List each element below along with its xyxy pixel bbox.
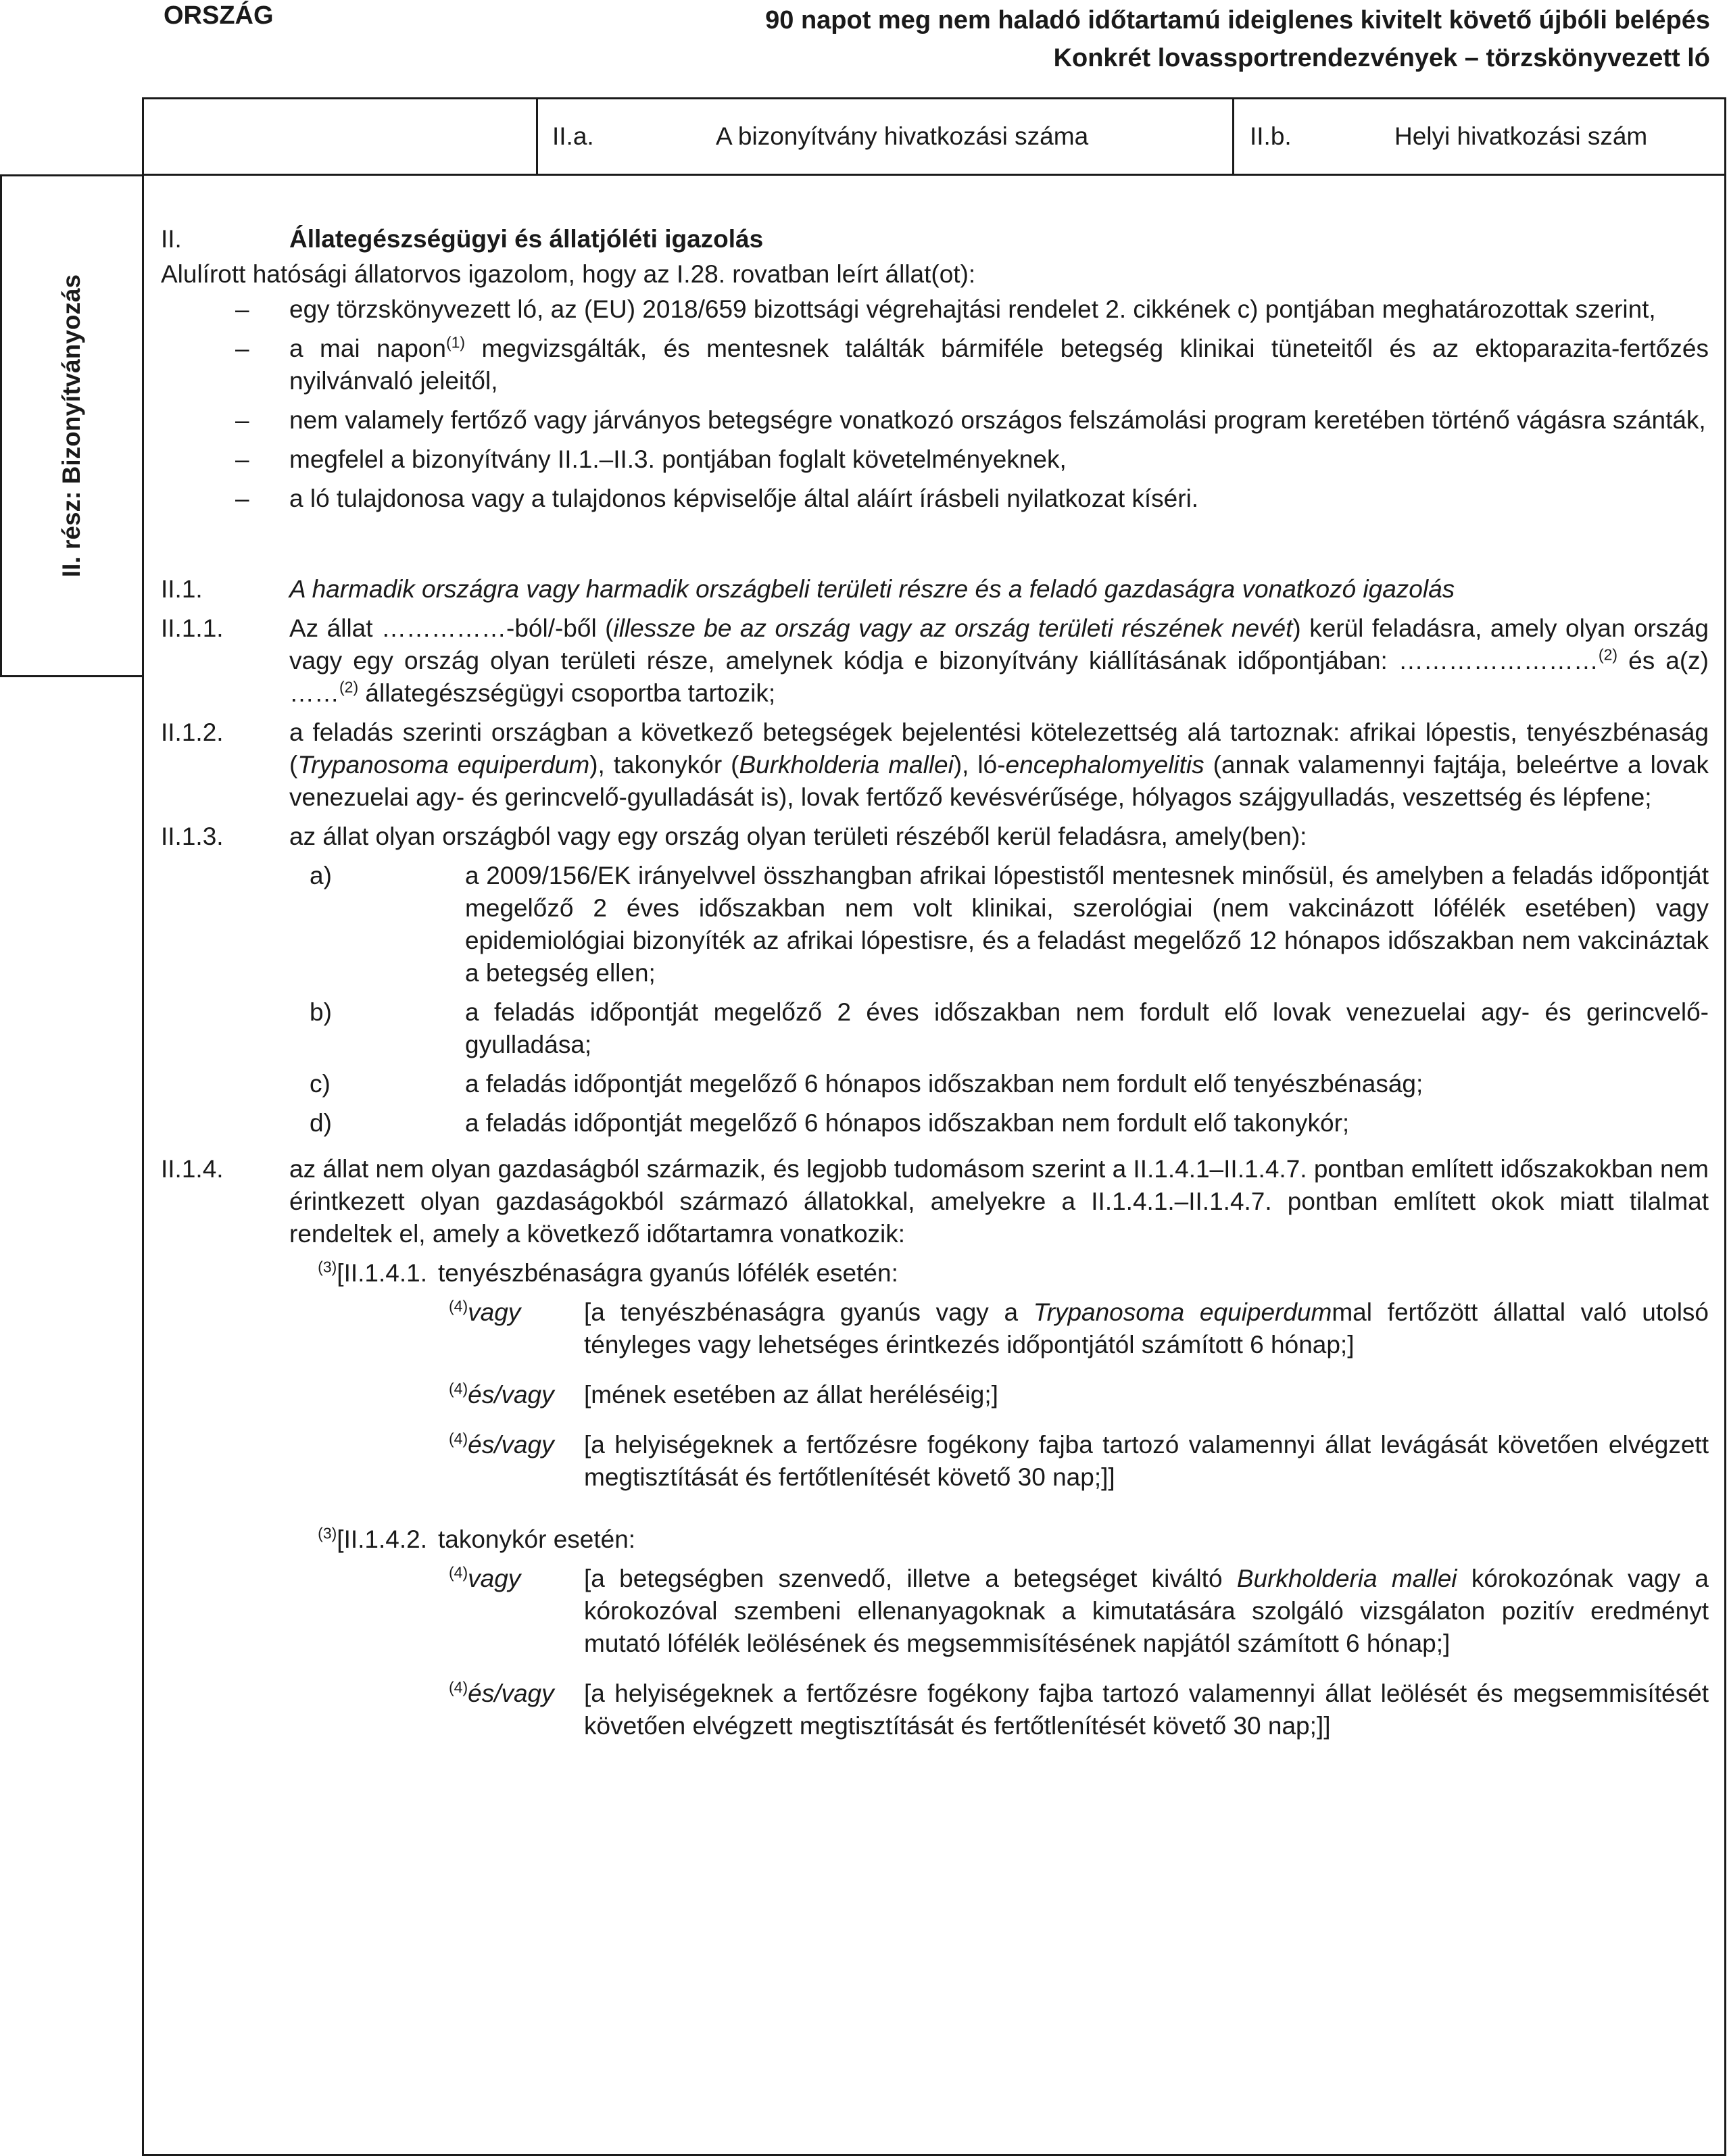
section-title: Állategészségügyi és állatjóléti igazolás xyxy=(289,225,764,253)
clause-ii14: II.1.4. az állat nem olyan gazdaságból származik, és legjobb tudomásom szerint a II.1.4.1–II.1.4.7. pontban említett időszakokban nem érintkezett olyan gazdaságokból származó állatokkal, amelyekre a II.1.4.1.–II.1.4.7. pontban említett okok miatt tilalmat rendeltek el, amely a következő időtartamra vonatkozik: xyxy=(161,1155,1709,1248)
footnote-ref: (2) xyxy=(1598,645,1618,664)
option-item: $^{(4)}$és/vagy [mének esetében az állat heréléséig;] xyxy=(449,1379,998,1408)
clause-ii13: II.1.3. az állat olyan országból vagy egy ország olyan területi részéből kerül feladásra, amely(ben): xyxy=(161,823,1307,850)
option-item: $^{(4)}$vagy [a tenyészbénaságra gyanús vagy a Trypanosoma equiperdummal fertőzött állattal való utolsó tényleges vagy lehetséges érintkezés időpontjától számított 6 hónap;] xyxy=(449,1297,1709,1358)
title-line-2: Konkrét lovassportrendezvények – törzskönyvezett ló xyxy=(1053,44,1710,72)
clause-ii11: II.1.1. Az állat ……………-ból/-ből (illessze be az ország vagy az ország területi részének nevét) kerül feladásra, amely olyan ország vagy egy ország olyan területi része, amelynek kódja e bizonyítvány kiállításának időpontjában: ……………………$^{(2)}$ és a(z) ……$^{(2)}$ állategészségügyi csoportba tartozik; xyxy=(161,614,1709,707)
side-label: II. rész: Bizonyítványozás xyxy=(57,274,86,578)
clause-ii12: II.1.2. a feladás szerinti országban a következő betegségek bejelentési kötelezettség alá tartoznak: afrikai lópestis, tenyészbénaság (Trypanosoma equiperdum), takonykór (Burkholderia mallei), ló-encephalomyelitis (annak valamennyi fajtája, beleértve a lovak venezuelai agy- és gerincvelő-gyulladását is), lovak fertőző kevésvérűsége, hólyagos szájgyulladás, veszettség és lépfene; xyxy=(161,718,1709,811)
iib-code: II.b. xyxy=(1250,122,1292,150)
list-item: a) a 2009/156/EK irányelvvel összhangban afrikai lópestistől mentesnek minősül, és amelyben a feladás időpontját megelőző 2 éves időszakban nem volt klinikai, szerológiai (nem vakcinázott lófélék esetében) vagy epidemiológiai bizonyíték az afrikai lópestisre, és a feladást megelőző 12 hónapos időszakban nem vakcináztak a betegség ellen; xyxy=(310,862,1709,987)
document-title xyxy=(765,1,1710,77)
list-item: d) a feladás időpontját megelőző 6 hónapos időszakban nem fordult elő takonykór; xyxy=(310,1109,1350,1137)
list-item: – nem valamely fertőző vagy járványos betegségre vonatkozó országos felszámolási program keretében történő vágásra szánták, xyxy=(235,406,1706,434)
section-number: II. xyxy=(161,225,182,253)
list-item: b) a feladás időpontját megelőző 2 éves időszakban nem fordult elő lovak venezuelai agy- és gerincvelő-gyulladása; xyxy=(310,998,1709,1058)
option-item: $^{(4)}$és/vagy [a helyiségeknek a fertőzésre fogékony fajba tartozó valamennyi állat leölését és megsemmisítését követően elvégzett megtisztítását és fertőtlenítését követő 30 nap;]] xyxy=(449,1678,1709,1740)
iia-code: II.a. xyxy=(552,122,594,150)
divider xyxy=(536,99,538,174)
reference-box xyxy=(142,97,1726,176)
divider xyxy=(1232,99,1234,174)
clause-ii142: $^{(3)}$[II.1.4.2. takonykór esetén: xyxy=(318,1524,636,1553)
footnote-ref: (3) xyxy=(318,1524,337,1542)
list-item: – megfelel a bizonyítvány II.1.–II.3. pontjában foglalt követelményeknek, xyxy=(235,445,1067,473)
title-line-1: 90 napot meg nem haladó időtartamú ideiglenes kivitelt követő újbóli belépés xyxy=(765,6,1710,34)
footnote-ref: (3) xyxy=(318,1258,337,1276)
certificate-body xyxy=(161,223,1709,1760)
footnote-ref: (2) xyxy=(339,678,359,696)
clause-ii1: II.1. A harmadik országra vagy harmadik országbeli területi részre és a feladó gazdaságra vonatkozó igazolás xyxy=(161,575,1455,603)
list-item: c) a feladás időpontját megelőző 6 hónapos időszakban nem fordult elő tenyészbénaság; xyxy=(310,1070,1423,1098)
list-item: – a mai napon$^{(1)}$ megvizsgálták, és mentesnek találták bármiféle betegség klinikai tüneteitől és az ektoparazita-fertőzés nyilvánvaló jeleitől, xyxy=(235,333,1709,395)
section-intro: Alulírott hatósági állatorvos igazolom, hogy az I.28. rovatban leírt állat(ot): xyxy=(161,260,976,288)
list-item: – a ló tulajdonosa vagy a tulajdonos képviselője által aláírt írásbeli nyilatkozat kíséri. xyxy=(235,485,1199,512)
option-item: $^{(4)}$vagy [a betegségben szenvedő, illetve a betegséget kiváltó Burkholderia mallei kórokozónak vagy a kórokozóval szembeni ellenanyagoknak a kimutatására szolgáló vizsgálaton pozitív eredményt mutató lófélék leölésének és megsemmisítésének napjától számított 6 hónap;] xyxy=(449,1563,1709,1657)
local-reference-label: Helyi hivatkozási szám xyxy=(1394,122,1648,150)
country-label: ORSZÁG xyxy=(164,1,274,30)
footnote-ref: (1) xyxy=(445,333,466,351)
list-item: – egy törzskönyvezett ló, az (EU) 2018/659 bizottsági végrehajtási rendelet 2. cikkének c) pontjában meghatározottak szerint, xyxy=(235,295,1656,323)
certificate-reference-label: A bizonyítvány hivatkozási száma xyxy=(716,122,1089,150)
clause-ii141: $^{(3)}$[II.1.4.1. tenyészbénaságra gyanús lófélék esetén: xyxy=(318,1258,898,1287)
option-item: $^{(4)}$és/vagy [a helyiségeknek a fertőzésre fogékony fajba tartozó valamennyi állat levágását követően elvégzett megtisztítását és fertőtlenítését követő 30 nap;]] xyxy=(449,1429,1709,1491)
